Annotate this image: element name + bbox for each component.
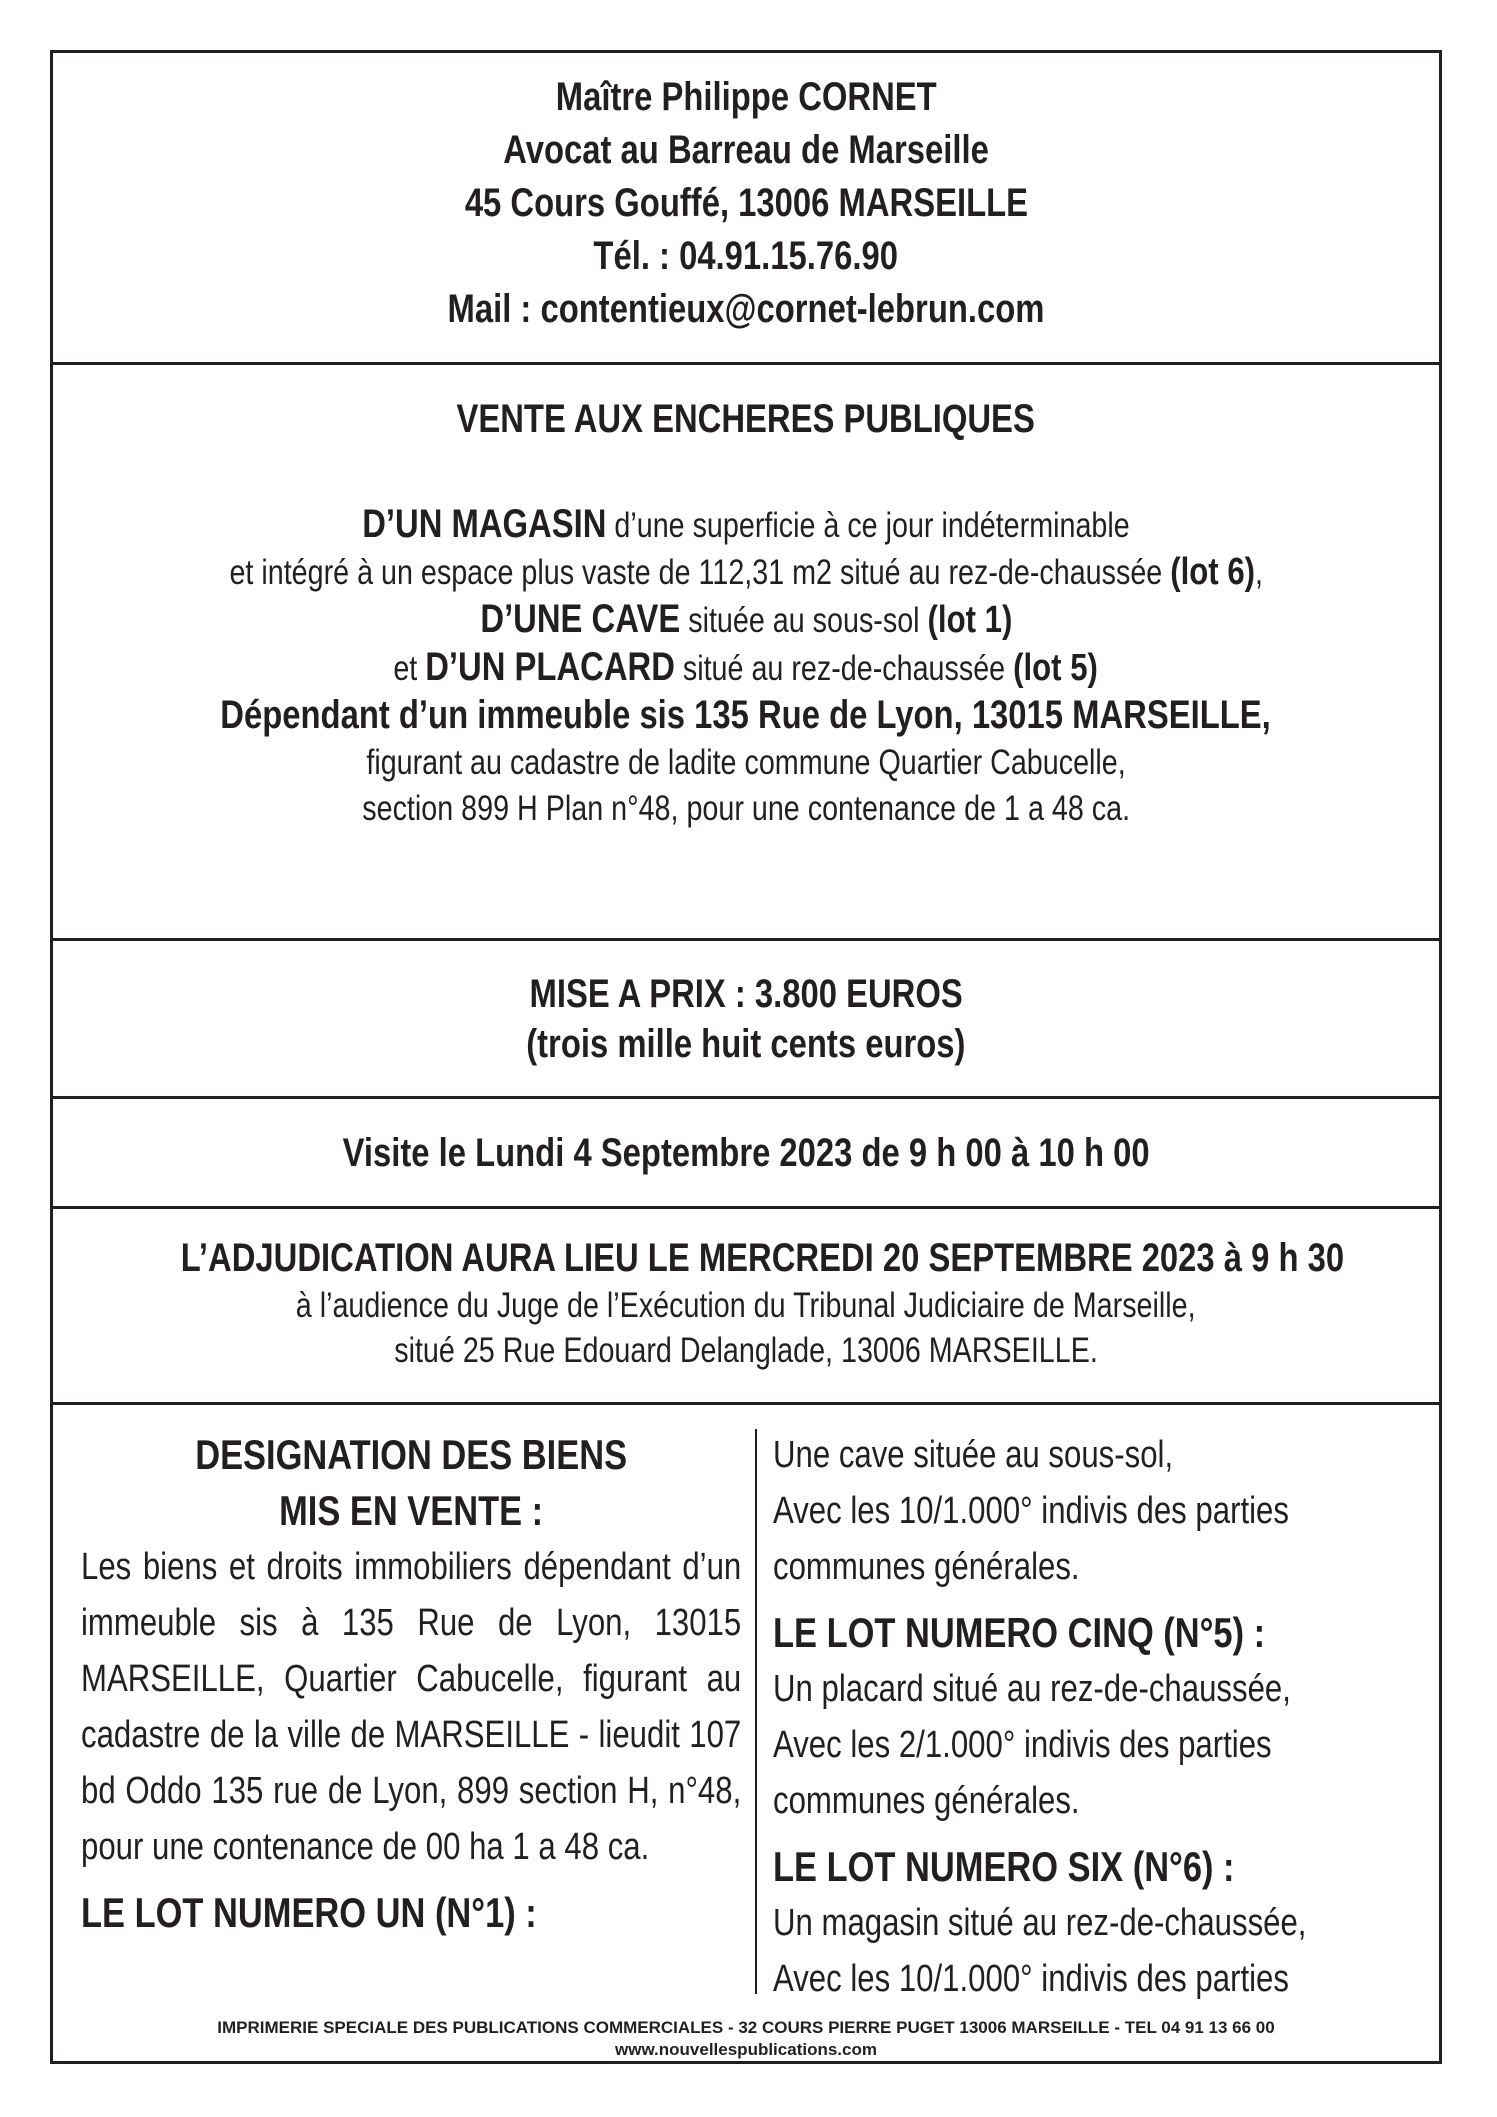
- sale-section: [53, 365, 1439, 941]
- cave-line: [480, 596, 1012, 644]
- espace-end: ,: [1254, 553, 1263, 592]
- placard-pre: et: [393, 649, 426, 688]
- lot1-ref: (lot 1): [927, 599, 1012, 641]
- lot6-line-1: Un magasin situé au rez-de-chaussée,: [773, 1902, 1307, 1944]
- sale-title: VENTE AUX ENCHERES PUBLIQUES: [456, 397, 1036, 441]
- visit-section: [53, 1099, 1439, 1209]
- designation-heading-2: MIS EN VENTE :: [279, 1487, 544, 1534]
- lot1-line-3: communes générales.: [773, 1546, 1080, 1588]
- adjudication-line-2: situé 25 Rue Edouard Delanglade, 13006 MARSEILLE.: [394, 1331, 1098, 1370]
- lot1-line-1: Une cave située au sous-sol,: [773, 1434, 1174, 1476]
- espace-text: et intégré à un espace plus vaste de 112,31 m2 situé au rez-de-chaussée: [229, 553, 1170, 592]
- designation-right-column: [773, 1427, 1423, 2007]
- lawyer-header: [53, 53, 1439, 365]
- adjudication-line-1: à l’audience du Juge de l’Exécution du Tribunal Judiciaire de Marseille,: [296, 1286, 1196, 1325]
- lot5-line-3: communes générales.: [773, 1780, 1080, 1822]
- designation-text: Les biens et droits immobiliers dépendant d’un immeuble sis à 135 Rue de Lyon, 13015 MARSEILLE, Quartier Cabucelle, figurant au cadastre de la ville de MARSEILLE - lieudit 107 bd Oddo 135 rue de Lyon, 899 section H, n°48, pour une contenance de 00 ha 1 a 48 ca.: [81, 1546, 742, 1868]
- lot1-title: LE LOT NUMERO UN (N°1) :: [81, 1889, 537, 1936]
- price-section: [53, 941, 1439, 1099]
- magasin-line: [362, 501, 1129, 549]
- cave-text: située au sous-sol: [679, 601, 928, 640]
- footer-website[interactable]: www.nouvellespublications.com: [615, 2040, 877, 2059]
- lawyer-title: Avocat au Barreau de Marseille: [503, 128, 989, 172]
- lot6-line-2: Avec les 10/1.000° indivis des parties: [773, 1958, 1289, 2000]
- designation-left-column: [81, 1427, 741, 1941]
- lot1-line-2: Avec les 10/1.000° indivis des parties: [773, 1490, 1289, 1532]
- adjudication-title: L’ADJUDICATION AURA LIEU LE MERCREDI 20 SEPTEMBRE 2023 à 9 h 30: [180, 1236, 1345, 1280]
- placard-text: situé au rez-de-chaussée: [675, 649, 1014, 688]
- lawyer-mail: Mail : contentieux@cornet-lebrun.com: [447, 287, 1045, 331]
- lawyer-phone: Tél. : 04.91.15.76.90: [593, 234, 899, 278]
- dependant-line: Dépendant d’un immeuble sis 135 Rue de Lyon, 13015 MARSEILLE,: [220, 693, 1272, 737]
- magasin-bold: D’UN MAGASIN: [362, 502, 607, 546]
- lot5-line-2: Avec les 2/1.000° indivis des parties: [773, 1724, 1272, 1766]
- notice-frame: [50, 50, 1442, 2064]
- visit-line: Visite le Lundi 4 Septembre 2023 de 9 h 00 à 10 h 00: [342, 1131, 1150, 1175]
- lot5-line-1: Un placard situé au rez-de-chaussée,: [773, 1668, 1291, 1710]
- price-words: (trois mille huit cents euros): [526, 1022, 966, 1066]
- magasin-text: d’une superficie à ce jour indéterminable: [606, 506, 1130, 545]
- placard-line: [394, 644, 1099, 692]
- lawyer-address: 45 Cours Gouffé, 13006 MARSEILLE: [464, 181, 1028, 225]
- designation-heading-1: DESIGNATION DES BIENS: [195, 1431, 628, 1478]
- lot5-title: LE LOT NUMERO CINQ (N°5) :: [773, 1609, 1266, 1656]
- lot6-ref: (lot 6): [1169, 551, 1255, 593]
- cadastre-line-2: section 899 H Plan n°48, pour une contenance de 1 a 48 ca.: [362, 789, 1130, 828]
- placard-bold: D’UN PLACARD: [425, 645, 676, 689]
- espace-line: [229, 549, 1263, 596]
- designation-section: [53, 1405, 1439, 2017]
- lawyer-name: Maître Philippe CORNET: [555, 75, 937, 119]
- footer-line-1: IMPRIMERIE SPECIALE DES PUBLICATIONS COMMERCIALES - 32 COURS PIERRE PUGET 13006 MARSEILLE - TEL 04 91 13 66 00: [217, 2018, 1275, 2037]
- printer-footer: [53, 2017, 1439, 2061]
- lot6-title: LE LOT NUMERO SIX (N°6) :: [773, 1843, 1235, 1890]
- price-line: MISE A PRIX : 3.800 EUROS: [529, 972, 963, 1016]
- cadastre-line-1: figurant au cadastre de ladite commune Quartier Cabucelle,: [366, 743, 1126, 782]
- cave-bold: D’UNE CAVE: [480, 597, 680, 641]
- lot5-ref: (lot 5): [1013, 647, 1099, 689]
- column-divider: [755, 1429, 757, 1994]
- adjudication-section: [53, 1209, 1439, 1405]
